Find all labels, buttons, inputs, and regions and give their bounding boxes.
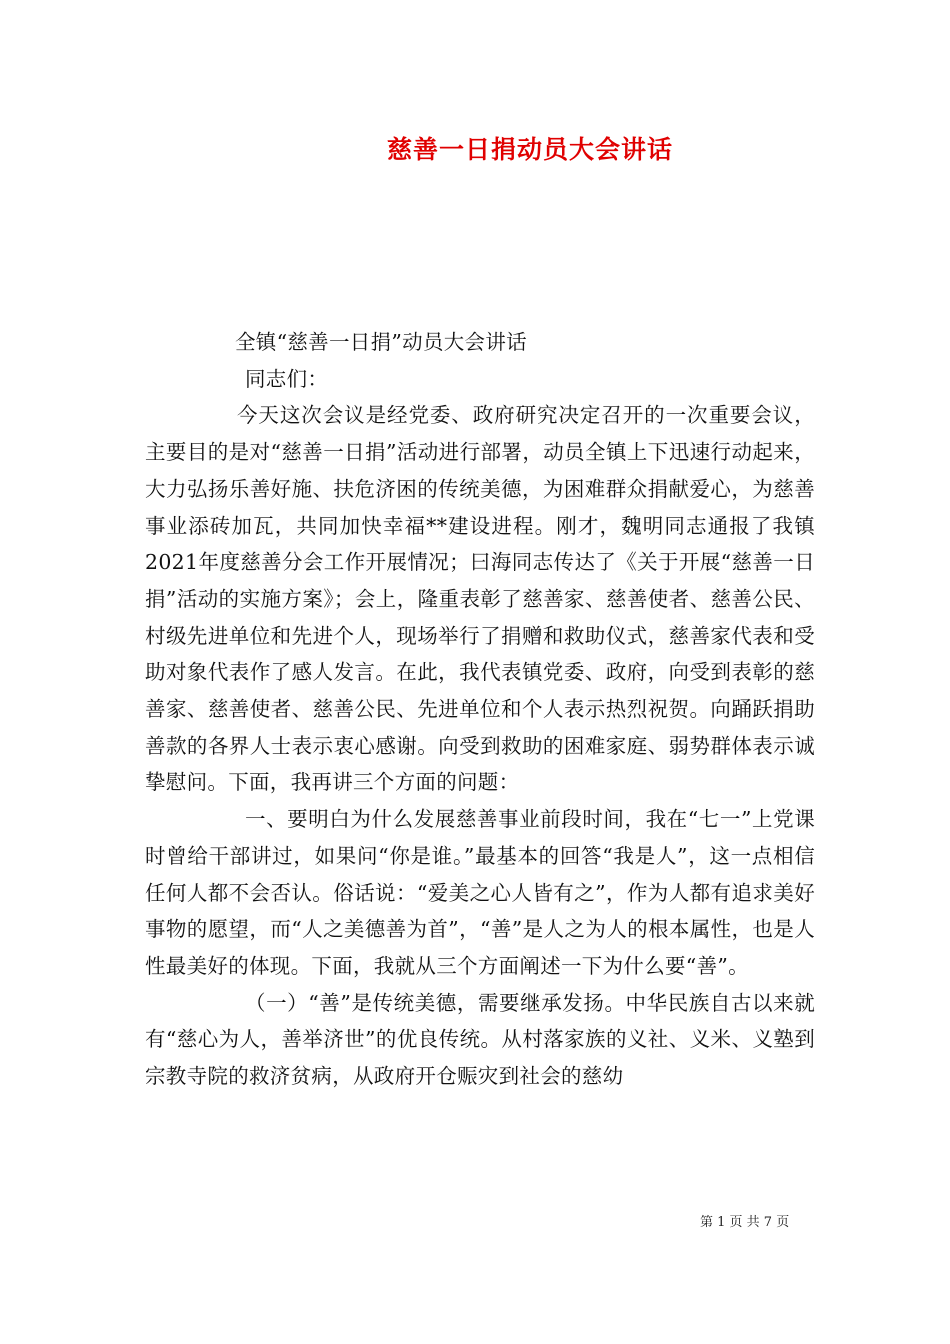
paragraph: 一、要明白为什么发展慈善事业前段时间，我在“七一”上党课时曾给干部讲过，如果问“你是谁。”最基本的回答“我是人”，这一点相信任何人都不会否认。俗话说：“爱美之心人皆有之”，作为人都有追求美好事物的愿望，而“人之美德善为首”，“善”是人之为人的根本属性，也是人性最美好的体现。下面，我就从三个方面阐述一下为什么要“善”。: [145, 807, 815, 978]
paragraph: 今天这次会议是经党委、政府研究决定召开的一次重要会议，主要目的是对“慈善一日捐”活动进行部署，动员全镇上下迅速行动起来，大力弘扬乐善好施、扶危济困的传统美德，为困难群众捐献爱心，为慈善事业添砖加瓦，共同加快幸福**建设进程。刚才，魏明同志通报了我镇2021年度慈善分会工作开展情况；曰海同志传达了《关于开展“慈善一日捐”活动的实施方案》；会上，隆重表彰了慈善家、慈善使者、慈善公民、村级先进单位和先进个人，现场举行了捐赠和救助仪式，慈善家代表和受助对象代表作了感人发言。在此，我代表镇党委、政府，向受到表彰的慈善家、慈善使者、慈善公民、先进单位和个人表示热烈祝贺。向踊跃捐助善款的各界人士表示衷心感谢。向受到救助的困难家庭、弱势群体表示诚挚慰问。下面，我再讲三个方面的问题：: [145, 403, 815, 795]
page-number: 第 1 页 共 7 页: [700, 1215, 790, 1230]
speech-subtitle: 全镇“慈善一日捐”动员大会讲话: [235, 330, 527, 354]
paragraph: （一）“善”是传统美德，需要继承发扬。中华民族自古以来就有“慈心为人，善举济世”的优良传统。从村落家族的义社、义米、义塾到宗教寺院的救济贫病，从政府开仓赈灾到社会的慈幼: [145, 990, 815, 1089]
document-title: 慈善一日捐动员大会讲话: [386, 135, 673, 164]
document-body: [145, 324, 815, 1095]
salutation: 同志们：: [245, 366, 329, 391]
